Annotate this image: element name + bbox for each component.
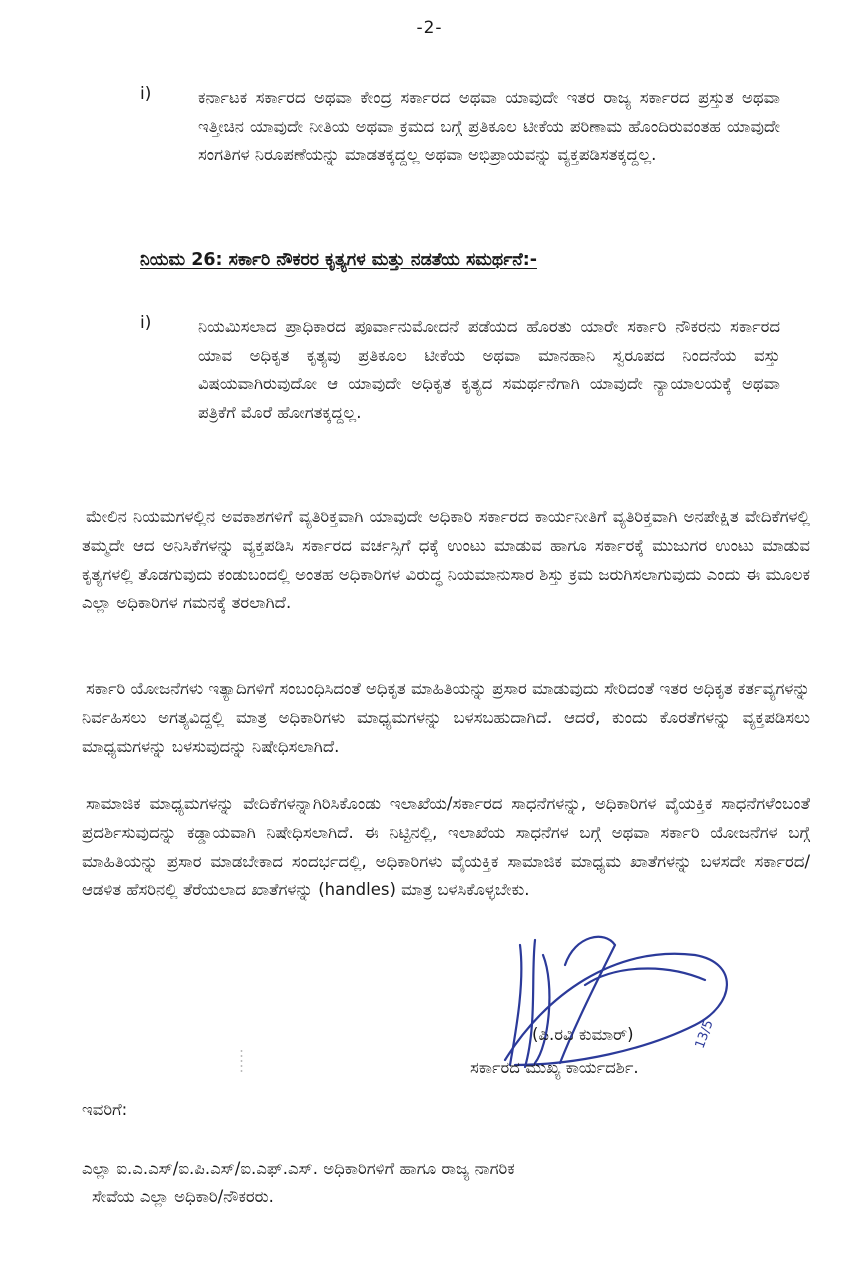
recipients-line-1: ಎಲ್ಲಾ ಐ.ಎ.ಎಸ್/ಐ.ಪಿ.ಎಸ್/ಐ.ಎಫ್.ಎಸ್. ಅಧಿಕಾರಿಗಳಿಗೆ ಹಾಗೂ ರಾಜ್ಯ ನಾಗರಿಕ <box>82 1159 515 1178</box>
signatory-title: ಸರ್ಕಾರದ ಮುಖ್ಯ ಕಾರ್ಯದರ್ಶಿ. <box>470 1058 639 1077</box>
paragraph-1: ಮೇಲಿನ ನಿಯಮಗಳಲ್ಲಿನ ಅವಕಾಶಗಳಿಗೆ ವ್ಯತಿರಿಕ್ತವಾಗಿ ಯಾವುದೇ ಅಧಿಕಾರಿ ಸರ್ಕಾರದ ಕಾರ್ಯನೀತಿಗೆ ವ್ಯತಿರಿಕ್ತವಾಗಿ ಅನಪೇಕ್ಷಿತ ವೇದಿಕೆಗಳಲ್ಲಿ ತಮ್ಮದೇ ಆದ ಅನಿಸಿಕೆಗಳನ್ನು ವ್ಯಕ್ತಪಡಿಸಿ ಸರ್ಕಾರದ ವರ್ಚಸ್ಸಿಗೆ ಧಕ್ಕೆ ಉಂಟು ಮಾಡುವ ಹಾಗೂ ಸರ್ಕಾರಕ್ಕೆ ಮುಜುಗರ ಉಂಟು ಮಾಡುವ ಕೃತ್ಯಗಳಲ್ಲಿ ತೊಡಗುವುದು ಕಂಡುಬಂದಲ್ಲಿ ಅಂತಹ ಅಧಿಕಾರಿಗಳ ವಿರುದ್ಧ ನಿಯಮಾನುಸಾರ ಶಿಸ್ತು ಕ್ರಮ ಜರುಗಿಸಲಾಗುವುದು ಎಂದು ಈ ಮೂಲಕ ಎಲ್ಲಾ ಅಧಿಕಾರಿಗಳ ಗಮನಕ್ಕೆ ತರಲಾಗಿದೆ. <box>82 507 810 613</box>
to-label: ಇವರಿಗೆ: <box>82 1100 128 1119</box>
recipients-list <box>82 1155 802 1211</box>
signatory-name: (ಪಿ.ರವಿ ಕುಮಾರ್) <box>532 1025 634 1044</box>
clause-top <box>140 84 780 170</box>
recipients-line-2: ಸೇವೆಯ ಎಲ್ಲಾ ಅಧಿಕಾರಿ/ನೌಕರರು. <box>92 1187 274 1206</box>
clause-text: ಕರ್ನಾಟಕ ಸರ್ಕಾರದ ಅಥವಾ ಕೇಂದ್ರ ಸರ್ಕಾರದ ಅಥವಾ ಯಾವುದೇ ಇತರ ರಾಜ್ಯ ಸರ್ಕಾರದ ಪ್ರಸ್ತುತ ಅಥವಾ ಇತ್ತೀಚಿನ ಯಾವುದೇ ನೀತಿಯ ಅಥವಾ ಕ್ರಮದ ಬಗ್ಗೆ ಪ್ರತಿಕೂಲ ಟೀಕೆಯ ಪರಿಣಾಮ ಹೊಂದಿರುವಂತಹ ಯಾವುದೇ ಸಂಗತಿಗಳ ನಿರೂಪಣೆಯನ್ನು ಮಾಡತಕ್ಕದ್ದಲ್ಲ ಅಥವಾ ಅಭಿಪ್ರಾಯವನ್ನು ವ್ಯಕ್ತಪಡಿಸತಕ್ಕದ್ದಲ್ಲ. <box>198 88 780 165</box>
clause-marker: i) <box>140 84 152 104</box>
paragraph-2: ಸರ್ಕಾರಿ ಯೋಜನೆಗಳು ಇತ್ಯಾದಿಗಳಿಗೆ ಸಂಬಂಧಿಸಿದಂತೆ ಅಧಿಕೃತ ಮಾಹಿತಿಯನ್ನು ಪ್ರಸಾರ ಮಾಡುವುದು ಸೇರಿದಂತೆ ಇತರ ಅಧಿಕೃತ ಕರ್ತವ್ಯಗಳನ್ನು ನಿರ್ವಹಿಸಲು ಅಗತ್ಯವಿದ್ದಲ್ಲಿ ಮಾತ್ರ ಅಧಿಕಾರಿಗಳು ಮಾಧ್ಯಮಗಳನ್ನು ಬಳಸಬಹುದಾಗಿದೆ. ಆದರೆ, ಕುಂದು ಕೊರತೆಗಳನ್ನು ವ್ಯಕ್ತಪಡಿಸಲು ಮಾಧ್ಯಮಗಳನ್ನು ಬಳಸುವುದನ್ನು ನಿಷೇಧಿಸಲಾಗಿದೆ. <box>82 679 810 756</box>
rule-heading: ನಿಯಮ 26: ಸರ್ಕಾರಿ ನೌಕರರ ಕೃತ್ಯಗಳ ಮತ್ತು ನಡತೆಯ ಸಮರ್ಥನೆ:- <box>140 250 537 270</box>
signature-scrawl <box>465 925 755 1075</box>
clause-text: ನಿಯಮಿಸಲಾದ ಪ್ರಾಧಿಕಾರದ ಪೂರ್ವಾನುಮೋದನೆ ಪಡೆಯದ ಹೊರತು ಯಾರೇ ಸರ್ಕಾರಿ ನೌಕರನು ಸರ್ಕಾರದ ಯಾವ ಅಧಿಕೃತ ಕೃತ್ಯವು ಪ್ರತಿಕೂಲ ಟೀಕೆಯ ಅಥವಾ ಮಾನಹಾನಿ ಸ್ವರೂಪದ ನಿಂದನೆಯ ವಸ್ತು ವಿಷಯವಾಗಿರುವುದೋ ಆ ಯಾವುದೇ ಅಧಿಕೃತ ಕೃತ್ಯದ ಸಮರ್ಥನೆಗಾಗಿ ಯಾವುದೇ ನ್ಯಾಯಾಲಯಕ್ಕೆ ಅಥವಾ ಪತ್ರಿಕೆಗೆ ಮೊರೆ ಹೋಗತಕ್ಕದ್ದಲ್ಲ. <box>198 317 780 422</box>
clause-marker: i) <box>140 313 152 333</box>
scan-speck <box>240 1050 243 1072</box>
page-number: -2- <box>416 18 443 38</box>
paragraph-3: ಸಾಮಾಜಿಕ ಮಾಧ್ಯಮಗಳನ್ನು ವೇದಿಕೆಗಳನ್ನಾಗಿರಿಸಿಕೊಂಡು ಇಲಾಖೆಯ/ಸರ್ಕಾರದ ಸಾಧನೆಗಳನ್ನು, ಅಧಿಕಾರಿಗಳ ವೈಯಕ್ತಿಕ ಸಾಧನೆಗಳೆಂಬಂತೆ ಪ್ರದರ್ಶಿಸುವುದನ್ನು ಕಡ್ಡಾಯವಾಗಿ ನಿಷೇಧಿಸಲಾಗಿದೆ. ಈ ನಿಟ್ಟಿನಲ್ಲಿ, ಇಲಾಖೆಯ ಸಾಧನೆಗಳ ಬಗ್ಗೆ ಅಥವಾ ಸರ್ಕಾರಿ ಯೋಜನೆಗಳ ಬಗ್ಗೆ ಮಾಹಿತಿಯನ್ನು ಪ್ರಸಾರ ಮಾಡಬೇಕಾದ ಸಂದರ್ಭದಲ್ಲಿ, ಅಧಿಕಾರಿಗಳು ವೈಯಕ್ತಿಕ ಸಾಮಾಜಿಕ ಮಾಧ್ಯಮ ಖಾತೆಗಳನ್ನು ಬಳಸದೇ ಸರ್ಕಾರದ/ಆಡಳಿತ ಹೆಸರಿನಲ್ಲಿ ತೆರೆಯಲಾದ ಖಾತೆಗಳನ್ನು (handles) ಮಾತ್ರ ಬಳಸಿಕೊಳ್ಳಬೇಕು. <box>82 794 810 900</box>
clause-rule26 <box>140 313 780 427</box>
signature-date: 13/5 <box>692 1018 717 1051</box>
